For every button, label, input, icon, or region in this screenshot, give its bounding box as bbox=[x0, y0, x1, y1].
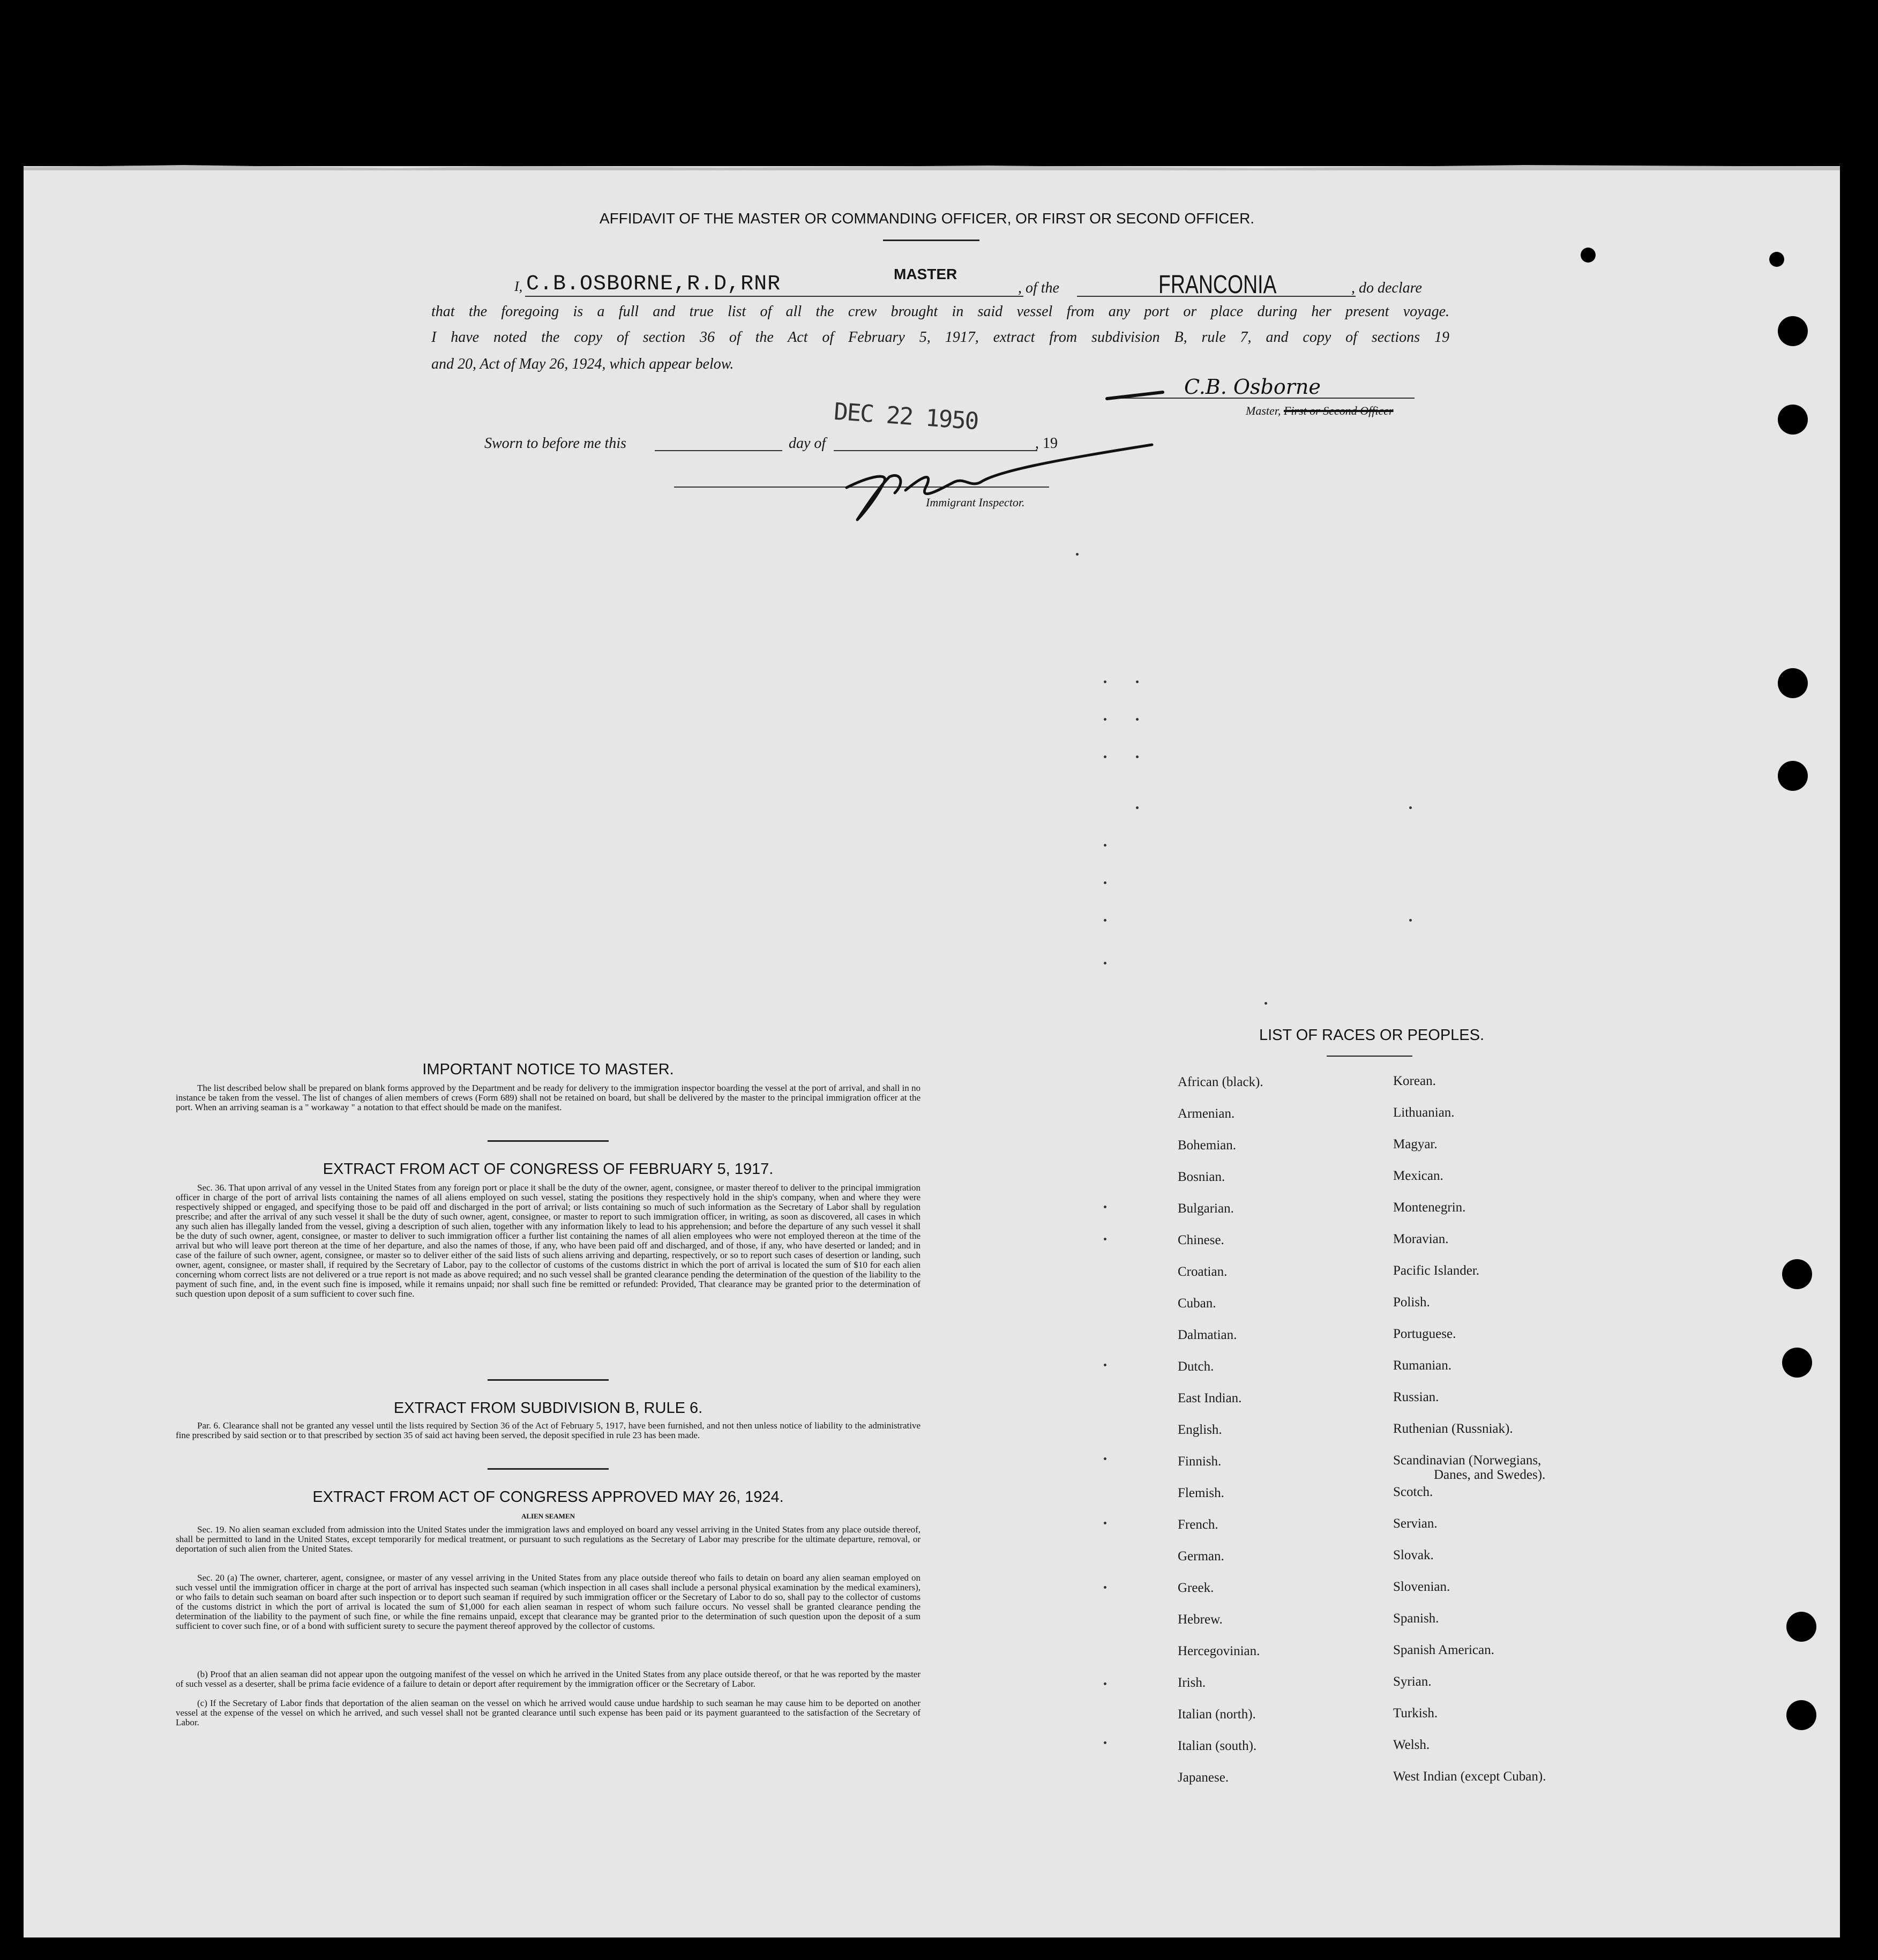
divider bbox=[1327, 1056, 1412, 1057]
signature-caption-struck: First or Second Officer bbox=[1283, 404, 1394, 417]
race-left: Irish. bbox=[1178, 1675, 1206, 1690]
race-right: Spanish. bbox=[1393, 1611, 1439, 1626]
bleed-dot bbox=[1076, 553, 1079, 556]
divider bbox=[488, 1140, 609, 1142]
punch-hole bbox=[1778, 316, 1808, 346]
race-right: Ruthenian (Russniak). bbox=[1393, 1422, 1513, 1436]
race-left: Bosnian. bbox=[1178, 1170, 1225, 1184]
race-left: Flemish. bbox=[1178, 1486, 1224, 1500]
rule6-title: EXTRACT FROM SUBDIVISION B, RULE 6. bbox=[393, 1400, 703, 1417]
race-left: Bulgarian. bbox=[1178, 1201, 1234, 1216]
extract-1917-title: EXTRACT FROM ACT OF CONGRESS OF FEBRUARY 5, 1917. bbox=[323, 1161, 774, 1178]
affidavit-title: AFFIDAVIT OF THE MASTER OR COMMANDING OFFICER, OR FIRST OR SECOND OFFICER. bbox=[599, 210, 1255, 227]
bleed-dot bbox=[1104, 1741, 1106, 1744]
punch-hole bbox=[1786, 1612, 1816, 1642]
date-stamp: DEC 22 1950 bbox=[833, 398, 979, 436]
divider bbox=[488, 1468, 609, 1470]
race-right: Scotch. bbox=[1393, 1485, 1433, 1499]
race-right: Mexican. bbox=[1393, 1169, 1443, 1183]
bleed-dot bbox=[1104, 962, 1106, 964]
bleed-dot bbox=[1265, 1002, 1267, 1005]
race-left: Hebrew. bbox=[1178, 1612, 1223, 1627]
bleed-dot bbox=[1104, 881, 1106, 884]
day-of-label: day of bbox=[789, 435, 826, 452]
race-right: Scandinavian (Norwegians, bbox=[1393, 1453, 1542, 1468]
vessel-name: FRANCONIA bbox=[1158, 271, 1277, 299]
punch-hole-small bbox=[1581, 248, 1596, 263]
race-right: Polish. bbox=[1393, 1295, 1430, 1310]
bleed-dot bbox=[1104, 1586, 1106, 1589]
divider bbox=[883, 240, 979, 241]
races-title: LIST OF RACES OR PEOPLES. bbox=[1259, 1027, 1485, 1044]
bleed-dot bbox=[1409, 919, 1412, 922]
extract-1917-body: Sec. 36. That upon arrival of any vessel in the United States from any foreign port or place it shall be the duty of the owner, agent, consignee, or master thereof to deliver to the principal immigration officer in charge of the port of arrival lists containing the names of all aliens employed on such vessel, stating the positions they respectively hold in the ship's company, when and where they were respectively shipped or engaged, and specifying those to be paid off and discharged in the port of arrival; or lists containing so much of such information as the Secretary of Labor shall by regulation prescribe; and after the arrival of any such vessel it shall be the duty of such owner, agent, consignee, or master to report to such immigration officer, in writing, as soon as discovered, all cases in which any such alien has illegally landed from the vessel, giving a description of such alien, together with any information likely to lead to his apprehension; and before the departure of any such vessel it shall be the duty of such owner, agent, consignee, or master to deliver to such immigration officer a further list containing the names of all alien employees who were not employed thereon at the time of the arrival but who will leave port thereon at the time of her departure, and also the names of those, if any, who have been paid off and discharged, and of those, if any, who have deserted or landed; and in case of the failure of such owner, agent, consignee, or master so to deliver either of the said lists of such aliens arriving and departing, respectively, or so to report such cases of desertion or landing, such owner, agent, consignee, or master shall, if required by the Secretary of Labor, pay to the collector of customs of the customs district in which the port of arrival is located the sum of $10 for each alien concerning whom correct lists are not delivered or a true report is not made as above required; and no such vessel shall be granted clearance pending the determination of the question of the liability to the payment of such fine, and, in the event such fine is imposed, while it remains unpaid; nor shall such fine be remitted or refunded: Provided, That clearance may be granted prior to the determination of such question upon deposit of a sum sufficient to cover such fine. bbox=[176, 1183, 921, 1299]
affidavit-line-4: and 20, Act of May 26, 1924, which appear below. bbox=[431, 356, 734, 372]
extract-1924-sec19: Sec. 19. No alien seaman excluded from admission into the United States under the immigration laws and employed on board any vessel arriving in the United States from any place outside thereof, shall be permitted to land in the United States, except temporarily for medical treatment, or pursuant to such regulations as the Secretary of Labor may prescribe for the ultimate departure, removal, or deportation of such alien from the United States. bbox=[176, 1524, 921, 1554]
race-left: Armenian. bbox=[1178, 1106, 1235, 1121]
rule6-body: Par. 6. Clearance shall not be granted any vessel until the lists required by Section 36 of the Act of February 5, 1917, have been furnished, and not then unless notice of liability to the administrative fine prescribed by said section or to that prescribed by section 35 of said act having been served, the deposit specified in rule 23 has been made. bbox=[176, 1420, 921, 1440]
punch-hole-small bbox=[1769, 252, 1784, 267]
punch-hole bbox=[1778, 405, 1808, 435]
bleed-dot bbox=[1136, 680, 1139, 683]
signature-dash-mark bbox=[1104, 380, 1168, 402]
race-right: Korean. bbox=[1393, 1074, 1436, 1088]
race-right: Slovak. bbox=[1393, 1548, 1434, 1562]
race-right: Turkish. bbox=[1393, 1706, 1438, 1720]
bleed-dot bbox=[1104, 680, 1106, 683]
race-left: English. bbox=[1178, 1423, 1222, 1437]
sworn-day-line bbox=[655, 450, 782, 451]
bleed-dot bbox=[1104, 1206, 1106, 1208]
sworn-label: Sworn to before me this bbox=[484, 435, 626, 452]
race-right: Welsh. bbox=[1393, 1738, 1430, 1752]
bleed-dot bbox=[1104, 1364, 1106, 1366]
race-left: East Indian. bbox=[1178, 1391, 1242, 1405]
race-left: Italian (north). bbox=[1178, 1707, 1256, 1722]
affidavit-line-2: that the foregoing is a full and true list of all the crew brought in said vessel from any port or place during her present voyage. bbox=[431, 303, 1449, 320]
bleed-dot bbox=[1104, 1682, 1106, 1685]
race-left: Italian (south). bbox=[1178, 1739, 1257, 1753]
signature-caption-master: Master, bbox=[1246, 404, 1281, 417]
punch-hole bbox=[1778, 668, 1808, 698]
bleed-dot bbox=[1136, 755, 1139, 758]
race-right: Spanish American. bbox=[1393, 1643, 1494, 1657]
punch-hole bbox=[1786, 1700, 1816, 1730]
race-right: Syrian. bbox=[1393, 1674, 1432, 1689]
race-right: Magyar. bbox=[1393, 1137, 1438, 1151]
bleed-dot bbox=[1104, 1238, 1106, 1240]
notice-body: The list described below shall be prepared on blank forms approved by the Department and be ready for delivery to the immigration inspector boarding the vessel at the port of arrival, and shall in no instance be taken from the vessel. The list of changes of alien members of crews (Form 689) shall not be retained on board, but shall be delivered by the master to the principal immigration officer at the port. When an arriving seaman is a " workaway " a notation to that effect should be made on the manifest. bbox=[176, 1083, 921, 1112]
bleed-dot bbox=[1104, 919, 1106, 922]
notice-title: IMPORTANT NOTICE TO MASTER. bbox=[422, 1061, 674, 1078]
punch-hole bbox=[1782, 1348, 1812, 1378]
inspector-signature bbox=[825, 439, 1157, 525]
year-label: , 19 bbox=[1035, 435, 1058, 452]
inspector-caption: Immigrant Inspector. bbox=[926, 496, 1025, 509]
extract-1924-title: EXTRACT FROM ACT OF CONGRESS APPROVED MAY 26, 1924. bbox=[312, 1488, 784, 1506]
race-right: Montenegrin. bbox=[1393, 1200, 1466, 1215]
bleed-dot bbox=[1136, 806, 1139, 809]
punch-hole bbox=[1782, 1259, 1812, 1289]
race-right: Portuguese. bbox=[1393, 1327, 1456, 1341]
extract-1924-sec20a: Sec. 20 (a) The owner, charterer, agent, consignee, or master of any vessel arriving in the United States from any place outside thereof who fails to detain on board any alien seaman employed on such vessel until the immigration officer in charge at the port of arrival has inspected such seaman (which inspection in all cases shall include a personal physical examination by the medical examiners), or who fails to detain such seaman on board after such inspection or to deport such seaman if required by such immigration officer or the Secretary of Labor to do so, shall pay to the collector of customs of the customs district in which the port of arrival is located the sum of $1,000 for each alien seaman in respect of whom such failure occurs. No vessel shall be granted clearance pending the determination of the liability to the payment of such fine, or while the fine remains unpaid, except that clearance may be granted prior to the determination of such question upon the deposit of a sum sufficient to cover such fine, or of a bond with sufficient surety to secure the payment thereof approved by the collector of customs. bbox=[176, 1573, 921, 1631]
bleed-dot bbox=[1409, 806, 1412, 809]
extract-1924-sec20b: (b) Proof that an alien seaman did not appear upon the outgoing manifest of the vessel on which he arrived in the United States from any place outside thereof, or that he was reported by the master of such vessel as a deserter, shall be prima facie evidence of a failure to detain or deport after requirement by the immigration officer or the Secretary of Labor. bbox=[176, 1669, 921, 1689]
officer-name: C.B.OSBORNE,R.D,RNR bbox=[526, 272, 781, 296]
punch-hole bbox=[1778, 761, 1808, 791]
bleed-dot bbox=[1136, 718, 1139, 721]
race-right: Pacific Islander. bbox=[1393, 1263, 1480, 1278]
i-prefix: I, bbox=[514, 279, 523, 294]
bleed-dot bbox=[1104, 844, 1106, 847]
torn-top-edge bbox=[24, 163, 1840, 170]
race-left: German. bbox=[1178, 1549, 1224, 1563]
divider bbox=[488, 1379, 609, 1381]
do-declare-label: , do declare bbox=[1351, 280, 1422, 296]
race-right: West Indian (except Cuban). bbox=[1393, 1769, 1546, 1784]
bleed-dot bbox=[1104, 718, 1106, 721]
race-left: Dutch. bbox=[1178, 1359, 1214, 1374]
affidavit-line-3: I have noted the copy of section 36 of the Act of February 5, 1917, extract from subdivision B, rule 7, and copy of sections 19 bbox=[431, 329, 1449, 346]
race-right: Lithuanian. bbox=[1393, 1105, 1455, 1120]
race-right: Slovenian. bbox=[1393, 1580, 1450, 1594]
race-left: French. bbox=[1178, 1517, 1218, 1532]
race-left: Chinese. bbox=[1178, 1233, 1224, 1247]
race-left: Croatian. bbox=[1178, 1265, 1228, 1279]
officer-rank: MASTER bbox=[894, 266, 957, 282]
bleed-dot bbox=[1104, 755, 1106, 758]
race-left: Finnish. bbox=[1178, 1454, 1222, 1469]
race-left: African (black). bbox=[1178, 1075, 1263, 1089]
bleed-dot bbox=[1104, 1457, 1106, 1460]
race-right: Rumanian. bbox=[1393, 1358, 1452, 1373]
bleed-dot bbox=[1104, 1522, 1106, 1524]
signature-caption bbox=[1246, 404, 1394, 418]
race-right-continuation: Danes, and Swedes). bbox=[1434, 1468, 1546, 1482]
race-left: Cuban. bbox=[1178, 1296, 1216, 1311]
race-left: Bohemian. bbox=[1178, 1138, 1237, 1153]
race-right: Russian. bbox=[1393, 1390, 1439, 1404]
race-right: Moravian. bbox=[1393, 1232, 1449, 1246]
race-right: Servian. bbox=[1393, 1516, 1438, 1531]
extract-1924-subtitle: ALIEN SEAMEN bbox=[521, 1512, 575, 1520]
race-left: Japanese. bbox=[1178, 1770, 1229, 1785]
master-signature: C.B. Osborne bbox=[1184, 375, 1321, 399]
race-left: Dalmatian. bbox=[1178, 1328, 1237, 1342]
extract-1924-sec20c: (c) If the Secretary of Labor finds that deportation of the alien seaman on the vessel on which he arrived would cause undue hardship to such seaman he may cause him to be deported on another vessel at the expense of the vessel on which he arrived, and such vessel shall not be granted clearance until such expense has been paid or its payment guaranteed to the satisfaction of the Secretary of Labor. bbox=[176, 1698, 921, 1727]
of-the-label: , of the bbox=[1018, 280, 1059, 296]
race-left: Hercegovinian. bbox=[1178, 1644, 1260, 1658]
race-left: Greek. bbox=[1178, 1581, 1214, 1595]
